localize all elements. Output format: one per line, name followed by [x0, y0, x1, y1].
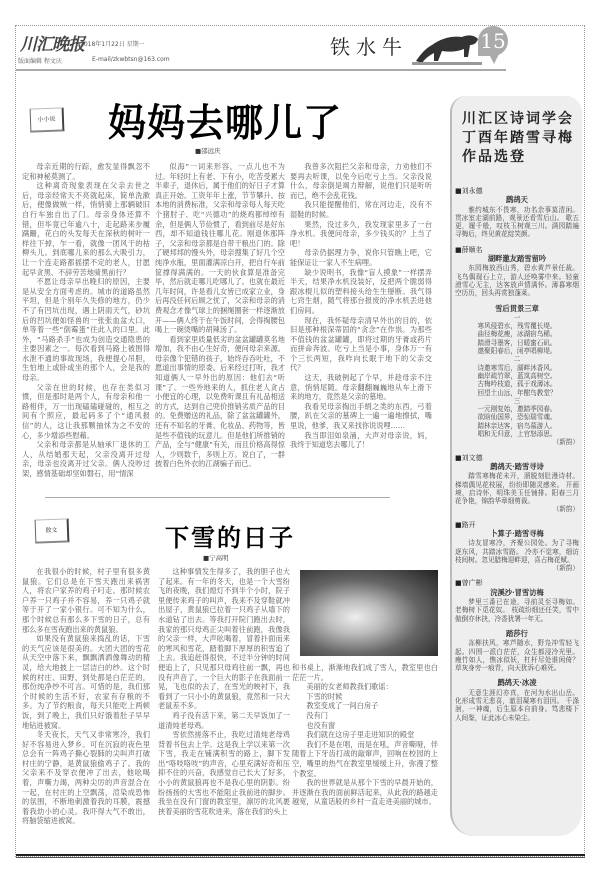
paragraph: 父亲在世的时候，也存在类似习惯，但是那时是两个人，有母亲和他一路相伴，万一出现磕磕碰碰的，相互之间有个照应，最起码多了个“通风报信”的人，这让我那颗抽怵为之不安的心，多少增添些慰藉。 — [22, 382, 150, 440]
poem-title: 浣溪沙·冒雪访梅 — [490, 587, 544, 597]
page-number: 15 — [478, 26, 508, 56]
poem-body: 东园梅放西山秀，碧水黄芦景任裁。飞鸟偶现石上立，游人还唤雾中来。轻童滑雪心无主，达客放声情满怀。薄暮寒烟空历历，回头再赏独蓬莱。 — [455, 264, 579, 298]
paragraph: 冬天夜长，天气又非常寒冷，我们好不容易进入梦乡。可在沉寂的夜色里总会有一阵鸡子撕心裂肺的尖叫声打破村庄的宁静，是黄鼠狼偷鸡子了。我的父亲来不及穿衣便冲了出去，他吆喝着，声嘶力竭，两种尖厉的声音混合在一起，在村庄的上空飘荡，渲染成恐怖的氛围，不断地刺激着我的耳膜，震撼着我幼小的心灵。我吓得大气不敢出，将脑袋缩进被窝。 — [22, 730, 150, 826]
column-name: 铁水牛 — [330, 35, 408, 59]
poem-title: 踏莎行 — [506, 628, 528, 638]
song-lyrics — [292, 692, 438, 740]
article-column-1 — [22, 567, 150, 857]
poem-body: 踏雪寒梅花未开，溜脱刻肚漫诗材。梯墙偶见花枝展，纷纷即随灵感来。 开画境，启诗怀，明珠美玉任铺排。阳春三月花争艳，锦韵华章细剪裁。 — [455, 472, 579, 506]
paragraph: 在我很小的时候，村子里有很多黄鼠狼。它们总是在下雪天跑出来祸害人，将农户家养的鸡子叼走。那时候农户养一只鸡子并不容易，养一只鸡子就等于开了一家小银行。可不知为什么，那个时候总有那么多下雪的日子，总有那么多在雪夜跑出来的黄鼠狼。 — [22, 567, 150, 634]
paragraph: 我的世界就是从那个下雪的早晨开始的，并逐渐在我的面前鲜活起来，从此我的路越走越宽，从童话般的乡村一直走进美丽的城市。 — [292, 778, 438, 807]
bull-illustration-icon — [410, 27, 485, 67]
poem-title: 卜算子·踏雪寻梅 — [490, 528, 544, 538]
poet-name: ■曾广彬 — [455, 579, 483, 588]
lyric-line: 我们就在这房子里走进知识的殿堂 — [306, 730, 415, 740]
poet-name: ■刘永德 — [455, 187, 483, 195]
poem-note: （新韵） — [552, 564, 579, 573]
paragraph: 和书桌上，渐渐地我们成了雪人，教室里也白茫茫一片。 — [292, 663, 438, 682]
article-column-2 — [158, 567, 290, 857]
poet-name: ■刘文德 — [455, 453, 483, 462]
poem-line: 古梅吟枝道，孤于戏薄冰。 — [477, 380, 557, 389]
editor-email: E-mail/zkwbtsn@163.com — [92, 56, 170, 63]
article-title: 妈妈去哪儿了 — [108, 100, 343, 145]
lyric-line: 下雪的时候 — [306, 691, 343, 701]
paragraph: 父亲和母亲都是从轴承厂退休的工人，从结婚那天起，父亲没离开过母亲，母亲也没离开过父亲。俩人没吵过架，感情基础却坚如磐石，用“情深 — [22, 440, 150, 478]
paragraph: 我只能提醒他们，常在河边走，没有不湿鞋的时候。 — [290, 200, 432, 219]
poem-section-number: 一 — [513, 313, 521, 322]
poem-line: 幽岸疏竹翠，蓝岚高树空。 — [477, 371, 557, 380]
article-author: ■邵远庆 — [195, 147, 221, 155]
poem-body: 梦里三番已在途，寻前灵至寻梅如。老梅树下觅花奴。 枝疏纷细还任笑，雪中傲倒亦休抉，冷香犹署一年无。 — [455, 598, 579, 623]
sidebar-title: 川汇区诗词学会丁酉年踏雪寻梅作品选登 — [462, 111, 574, 165]
poem-body: 冻柳扶风，寒芦随水，野凫冲雪轻飞起。四围一派白茫茫，众生都浸冷光里。 瘦竹如人，憔冰似妖，杠杆尽处谁闲倚？草灰身旁一痕青，向天犹诉心难死。 — [455, 639, 579, 673]
poem-title: 鹧鸪天·踏雪寻诗 — [490, 461, 544, 471]
poem-title: 雪后贯景三章 — [495, 303, 539, 313]
poem-line: 踏滑寻墨客，日暖蜜石矶。 — [477, 338, 557, 347]
article-separator — [45, 497, 390, 498]
paragraph: 如果没有黄鼠狼来捣乱的话，下雪的天气应该是很美的。大团大团的雪花从天空中落下来，飘飘洒洒像舞动的精灵，给大地披上一层洁白的纱。这个时候的村庄、田野，到处都是白茫茫的，那份纯净纱不可言。可惜的是，我们那个时候的生活不好，农家有存粮的不多。为了节约粮食，每天只能吃上两顿饭，到了晚上，我们只好饿着肚子早早地钻进被窝。 — [22, 634, 150, 730]
paragraph: 母亲仍据理力争，说你只管瞧上吧，它能保证让一家人不生病哩。 — [290, 248, 432, 267]
paragraph: 我看见母亲掏出手绢之类的东西，弓着腰，趴在父亲的墓碑上一遍一遍地擦拭，嘴里说，他爹，我又来找你说说哩…… — [290, 401, 432, 431]
section-tag: 散文 — [35, 518, 70, 543]
snowy-pine-photo — [300, 570, 438, 656]
poet-name: ■路开 — [455, 520, 476, 529]
article-author: ■宁高明 — [203, 554, 229, 562]
paragraph: 美丽的女老师教我们歌谣： — [306, 682, 393, 692]
lyric-line: 也没有窗 — [306, 720, 336, 730]
poem-note: （新韵） — [552, 505, 579, 514]
poem-note: （新韵） — [552, 438, 579, 447]
issue-date: 2018年1月22日 星期一 — [80, 41, 145, 48]
article-column-3 — [292, 663, 438, 853]
header-rule — [16, 69, 506, 71]
poem-section-number: 二 — [513, 355, 521, 364]
paragraph: 我们不是在唱，而是在吼，声音嘶哑，伴随着上下牙齿打战的敲窜声，回响在校园的上空，嘴里的热气在教室里缓缓上升，弥漫了整个教室。 — [292, 739, 438, 778]
paragraph: 我曾多次阻拦父亲和母亲，力劝他们不要再去听课，以免今后吃亏上当。父亲没说什么，母亲倒是竭力辩解，说他们只是听听而已，绝不会乱花钱。 — [290, 162, 432, 200]
poem-line: 回望土山远，年酣鸟教堂？ — [477, 388, 557, 397]
poem-line: 一元刚复始，邀踏季园春。 — [477, 405, 557, 414]
poem-title: 鹧鸪天·冰凌 — [497, 678, 537, 688]
poem-body: 无意生涯幻亦真，在河为水出山岳。化形成雪无悲喜，澈泪凝寒有泪因。 千涤洄，一神魂，后生原本自前身。笃悲楼下人间鉴，证此冰心未染尘。 — [455, 688, 579, 722]
poem-line: 诗邀寒雪后，湖畔沐香风。 — [477, 363, 557, 372]
poem-title: 鹧鸪天 — [506, 195, 528, 205]
paragraph: 这天，我破例起了个早，并趁母亲不注意，悄悄尾随。母亲翻翻巍巍地从车上滑下来的地方，竟然是父亲的墓地。 — [290, 373, 432, 402]
poet-name: ■薛顺名 — [455, 245, 483, 254]
footer-rule — [16, 854, 585, 858]
poem-body: 诗友冒寒冷，齐聚公园处。为了寻梅逐东风，共踏冰雪路。 冷亦不觉寒，细访枝间树。忽见腊梅迎畔迎，喜占梅花赋。 — [455, 539, 579, 564]
poem-section-number: 三 — [513, 396, 521, 405]
paragraph: 母亲近期的行踪，愈发显得飘忽不定和神秘莫测了。 — [22, 162, 150, 181]
poem-line: 欲晗仙国界，恐惊瑞雪魂。 — [477, 413, 557, 422]
newspaper-logo: 川汇晚报 — [20, 35, 84, 55]
article-column-2 — [155, 162, 285, 484]
article-column-1 — [22, 162, 150, 484]
page-number-pin — [488, 52, 500, 64]
paragraph: 我当即泪如泉涌，大声对母亲说，妈，我终于知道您去哪儿了！ — [290, 430, 432, 450]
section-tag: 小小说 — [30, 107, 65, 132]
poem-body: 雅约城东不畏寒，功名余事莫清闲。贯冰室走湖前路，观景还看雪后山。 歌五更，履千般，叹枝玉树观三川。满园踏遍寻梅后，终见黄花绽笑颜。 — [455, 205, 579, 239]
paragraph: 鸡子没有活下来，第二天早饭加了一道清炖老母鸡。 — [158, 710, 290, 730]
poem-title: 湖畔邀友踏雪留吟 — [487, 254, 547, 264]
paragraph: 这种离奇现象表现在父亲去世之后，母亲经常天不亮就起床，简单洗漱后，便像做贼一样，悄悄骑上那辆破旧自行车独自出了门。母亲身体还算不错，但毕竟已年逾八十，走起路来步履蹒跚，花白的头发每天在深秋的树叶一样往下掉，乍一看，就像一团风干的枯柳头儿。到底哪儿来的那么大吸引力，让一个连走路都摇摆不定的老人，甘愿起早贪黑、不辞劳苦地骑黑前行？ — [22, 181, 150, 277]
poem-line: 寒风侵碧水，残雪覆长堤。 — [477, 322, 557, 331]
poem-line: 曲径梅花瘦，冰湖宿鸟稀。 — [477, 330, 557, 339]
paragraph: 缺少说明书，我像“盲人摸象”一样摆弄半天，结果净水机没装好，反把两个脆弱得跟冰棍儿似的塑料接头给生生掰断。我气得七窍生烟，随气将那台报废的净水机丢进他们房间。 — [290, 267, 432, 315]
editor-credit: 版面编辑 程文庆 — [18, 58, 62, 65]
paragraph: 这种事情发生得多了，我的胆子也大了起来。有一年的冬天，也是一个大雪纷飞的夜晚，我们熄灯不到半个小时，院子里便传来鸡子的叫声，我来不及穿鞋就冲出屋子，黄鼠狼已拉着一只鸡子从墙下的水道钻了出去。等我打开院门跑出去时，我家的那只母鸡正尖叫着往前跑，我像我的父亲一样，大声吆喝着，冒着扑面而来的寒风和雪花，踏着脚下厚厚的积雪追了上去。我追赶得很快，不过半分钟的时间便追上了，只见那只母鸡往前一飘，再也没有声音了，一个巨大的影子在我面前一晃，飞也似的去了，在雪光的映衬下，我看到了一只小小的黄鼠狼，竟然和一只大老鼠差不多。 — [158, 567, 290, 711]
paragraph: 果然，没过多久，我发现家里多了一台净水机。我便问母亲，多少钱买的？上当了吧！ — [290, 219, 432, 248]
poem-line: 邀聚阳春后，闲亭唱柳堤。 — [477, 347, 557, 356]
poem-list — [455, 180, 579, 722]
paragraph: 雪依然搓落不止，我吃过清炖老母鸡背着书包去上学。这是我上学以来第一次下雪，我走在铺满积雪的路上，脚下发出“咯吱咯吱”的声音，心里充满好奇和压抑不住的兴奋，我感觉自己长大了好多，小小的黄鼠狼再也不是我心里的阴影。纷纷扬扬的大雪也不能阻止我前进的脚步。我坐在没有门窗的教室里，凛厉的北风裹挟着美丽的雪花吹进来，落在我们的头上 — [158, 730, 290, 816]
poem-line: 唱和无归意，上官怒添思。 — [477, 430, 557, 439]
lyric-line: 没有门 — [306, 710, 328, 720]
paragraph: 看到家里质量低劣的盆盆罐罐莫名地增加，我不由心生好奇，便问母亲来源。母亲像个犯错的孩子，始终吞吞吐吐，不愿道出事情的原委。后来经过打听，我才知道俩人一早外出的原因：他们去“听课”了。一些外地来的人，抓住老人贪占小便宜的心理，以免费听课且有礼品相送的方式，达到自己兜价推销劣质产品的目的。免费赠送的礼品，除了盆盆罐罐外，还有不知名的牙膏、化妆品、药物等，皆是些不值钱的玩意儿。但是他们所推销的产品，全与“健康”有关，而且价格高得惊人，少则数千，多则上万。说白了，一群披着白色外衣的江湖骗子而已。 — [155, 334, 285, 469]
article-column-3 — [290, 162, 432, 484]
paragraph: 不愿让母亲早出晚归的原因，主要是从安全方面考虑的。城市的道路虽然平坦，但是个别年久失修的地方，仍少不了有凹坑出现，遇上阴雨天气，砂坑后的凹坑便如怪兽的一张张血盆大口，单等着一些“倒霉蛋”往此人的口里。此外，“马路杀手”也成为创造交通隐患的主要因素之一。每次看到马路上被围得水泄不通的事故现场，我便提心吊胆，生怕地上或卧或坐的那个人，会是我的母亲。 — [22, 277, 150, 383]
lyric-line: 教室变成了一间白房子 — [306, 701, 379, 711]
poem-line: 踏林亲达客，宿鸟慕游人。 — [477, 421, 557, 430]
article-title: 下雪的日子 — [165, 524, 295, 552]
paragraph: 似海”一词来形容，一点儿也不为过。年轻时上有老、下有小，吃苦受累大半辈子，退休后，属于他们的好日子才算真正开始。工资年年上涨，节节攀升。按本地的消费标准，父亲和母亲每人每天吃个猪肘子、吃“兴德功”的烧鸡都绰绰有余，但是俩人节俭惯了，看到前尽是好东西，却不知道钱往哪儿花。刚退休那阵子，父亲和母亲都是自带干粮出门的。除了硬邦邦的馒头外，母亲搜集了好几个空纯净水瓶，里面灌满凉白开，把自行车前筐撑得满满的。一天的伙食算是准备完毕，然后就走哪儿吃哪儿了。也就在最近几年时间，许是看儿女皆已成家立业，身后再没任何后顾之忧了，父亲和母亲的消费观念才像气球上的捆绳圈套一样逐渐放开——俩人终于在午饭时间，会得掏腰包喝上一碗烫嘴的胡辣汤了。 — [155, 162, 285, 335]
paragraph: 现在，我怀疑母亲清早外出的目的，依旧是那种根深蒂固的“贪念”在作祟。为那些不值钱的盆盆罐罐，即将过期的牙膏或药片而拼命奔波。吃亏上当是小事，身体万一有个三长两短，我咋向长眠于地下的父亲交代？ — [290, 315, 432, 373]
